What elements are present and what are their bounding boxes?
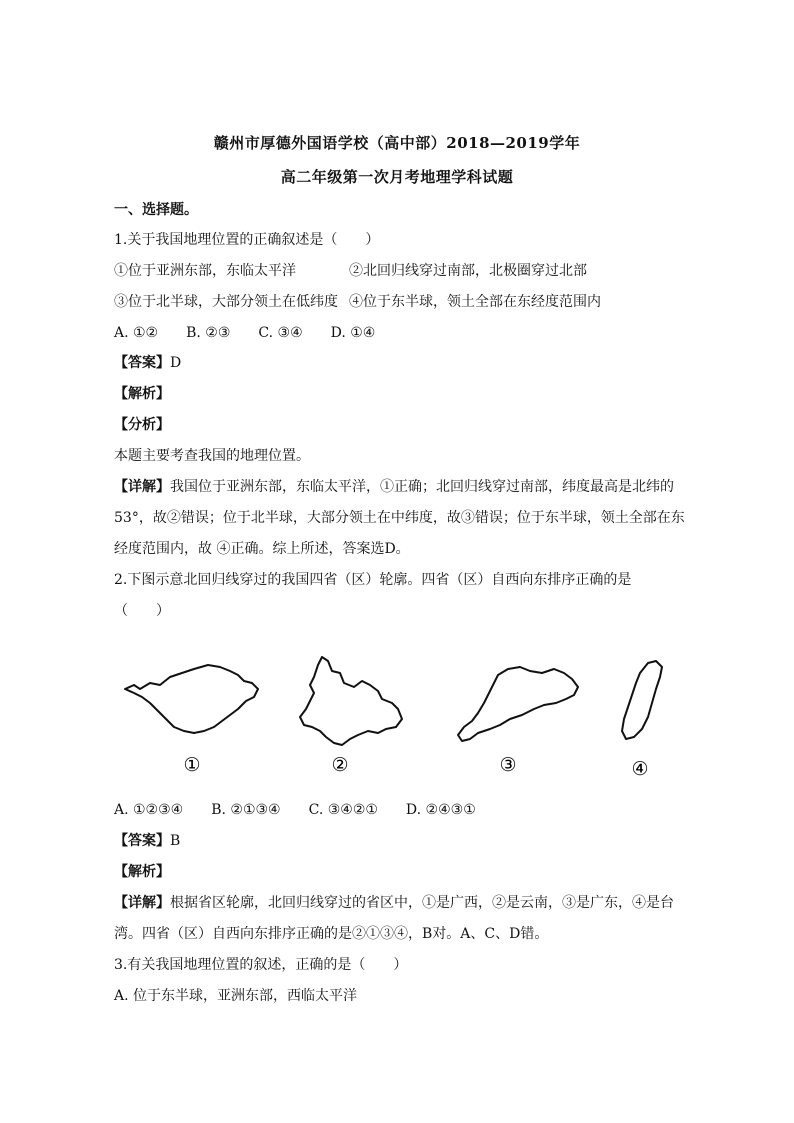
answer-label: 【答案】 <box>114 355 170 371</box>
q1-fenxi-label: 【分析】 <box>114 417 170 433</box>
guangxi-outline <box>125 665 258 733</box>
answer-label: 【答案】 <box>114 833 170 849</box>
detail-text: 根据省区轮廓，北回归线穿过的省区中，①是广西，②是云南，③是广东，④是台 <box>170 895 674 911</box>
q1-detail-line1 <box>114 477 674 497</box>
q2-detail-line2: 湾。四省（区）自西向东排序正确的是②①③④，B对。A、C、D错。 <box>114 926 549 942</box>
q2-analysis-label: 【解析】 <box>114 864 170 880</box>
q2-answer <box>114 831 180 851</box>
q1-answer <box>114 353 181 373</box>
figure-label-3: ③ <box>499 754 517 776</box>
q1-options: A. ①② B. ②③ C. ③④ D. ①④ <box>114 325 376 341</box>
province-outline-figure <box>110 645 690 790</box>
q2-stem-line2: （ ） <box>114 603 170 619</box>
q1-analysis-label: 【解析】 <box>114 386 170 402</box>
answer-value: B <box>170 833 181 849</box>
figure-label-4: ④ <box>631 758 649 780</box>
taiwan-outline <box>622 661 662 739</box>
detail-label: 【详解】 <box>114 479 170 495</box>
exam-title-line1: 赣州市厚德外国语学校（高中部）2018—2019学年 <box>213 134 581 152</box>
answer-value: D <box>170 355 182 371</box>
province-outlines-svg <box>110 645 690 790</box>
q1-statement-3: ③位于北半球，大部分领土在低纬度 <box>114 294 338 310</box>
q3-option-a: A. 位于东半球，亚洲东部，西临太平洋 <box>114 988 358 1004</box>
q1-detail-line3: 经度范围内，故 ④正确。综上所述，答案选D。 <box>114 541 410 557</box>
detail-text: 我国位于亚洲东部，东临太平洋，①正确；北回归线穿过南部，纬度最高是北纬的 <box>170 479 674 495</box>
guangdong-outline <box>458 667 578 741</box>
detail-label: 【详解】 <box>114 895 170 911</box>
q1-stem: 1.关于我国地理位置的正确叙述是（ ） <box>114 232 380 248</box>
q1-statement-4: ④位于东半球，领土全部在东经度范围内 <box>349 294 601 310</box>
section-heading: 一、选择题。 <box>114 202 198 218</box>
q1-detail-line2: 53°，故②错误；位于北半球，大部分领土在中纬度，故③错误；位于东半球，领土全部在东 <box>114 510 685 526</box>
q2-stem-line1: 2.下图示意北回归线穿过的我国四省（区）轮廓。四省（区）自西向东排序正确的是 <box>114 572 632 588</box>
figure-label-1: ① <box>183 754 201 776</box>
q3-stem: 3.有关我国地理位置的叙述，正确的是（ ） <box>114 957 408 973</box>
q2-detail-line1 <box>114 893 674 913</box>
q1-statement-2: ②北回归线穿过南部，北极圈穿过北部 <box>349 263 587 279</box>
q1-statement-1: ①位于亚洲东部，东临太平洋 <box>114 263 296 279</box>
q2-options: A. ①②③④ B. ②①③④ C. ③④②① D. ②④③① <box>114 802 476 818</box>
exam-title-line2: 高二年级第一次月考地理学科试题 <box>280 168 514 186</box>
yunnan-outline <box>300 657 402 745</box>
figure-label-2: ② <box>331 754 349 776</box>
q1-fenxi-text: 本题主要考查我国的地理位置。 <box>114 448 310 464</box>
